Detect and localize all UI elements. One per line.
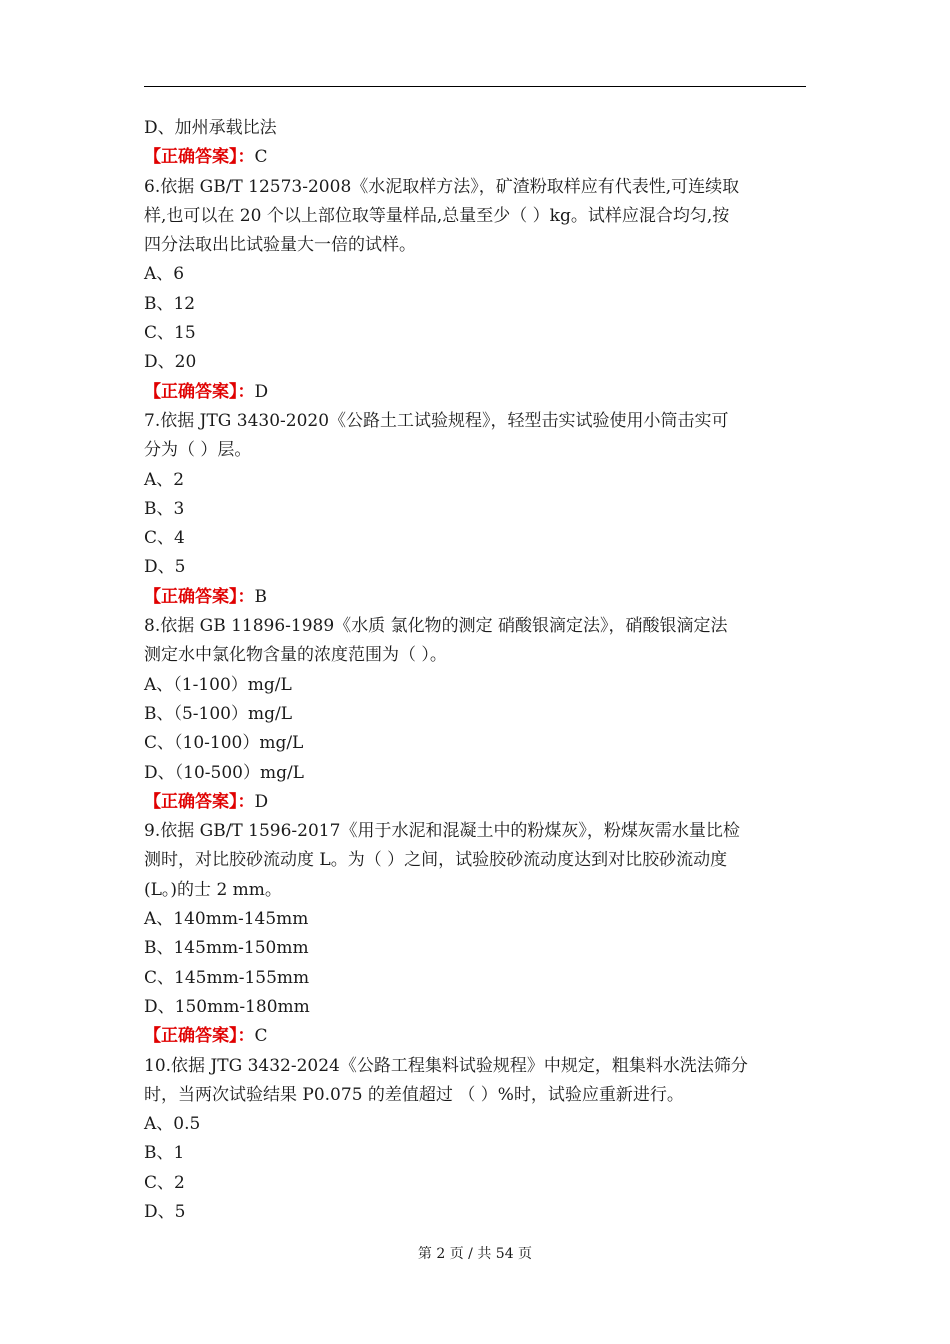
option-line: B、145mm-150mm bbox=[144, 938, 309, 959]
option-line: D、20 bbox=[144, 352, 197, 373]
answer-label: 【正确答案】： bbox=[144, 147, 255, 168]
answer-line bbox=[144, 378, 806, 407]
option-line: B、12 bbox=[144, 293, 196, 314]
question-text: 测时，对比胶砂流动度 L。为（ ）之间，试验胶砂流动度达到对比胶砂流动度 bbox=[144, 850, 728, 871]
question-text: 四分法取出比试验量大一倍的试样。 bbox=[144, 235, 416, 256]
question-block bbox=[144, 407, 806, 612]
option-line: B、3 bbox=[144, 498, 185, 519]
option-line: D、5 bbox=[144, 1201, 186, 1222]
answer-label: 【正确答案】： bbox=[144, 381, 255, 402]
answer-label: 【正确答案】： bbox=[144, 791, 255, 812]
option-line: D、加州承载比法 bbox=[144, 118, 277, 138]
question-text: 10.依据 JTG 3432-2024《公路工程集料试验规程》中规定，粗集料水洗法筛分 bbox=[144, 1055, 748, 1076]
option-line: A、2 bbox=[144, 469, 185, 490]
question-text: 时，当两次试验结果 P0.075 的差值超过 （ ）%时，试验应重新进行。 bbox=[144, 1084, 684, 1105]
question-block bbox=[144, 173, 806, 407]
answer-value: C bbox=[254, 147, 268, 168]
header-rule bbox=[144, 86, 806, 87]
option-line: C、4 bbox=[144, 528, 185, 549]
answer-line bbox=[144, 1022, 806, 1051]
answer-value: D bbox=[254, 381, 269, 402]
page-footer: 第 2 页 / 共 54 页 bbox=[417, 1246, 533, 1262]
answer-value: B bbox=[254, 586, 267, 607]
option-line: A、6 bbox=[144, 264, 185, 285]
question-text: 7.依据 JTG 3430-2020《公路土工试验规程》，轻型击实试验使用小筒击实可 bbox=[144, 410, 729, 431]
option-line: D、150mm-180mm bbox=[144, 996, 310, 1017]
question-text: 测定水中氯化物含量的浓度范围为（ ）。 bbox=[144, 645, 447, 666]
option-line: C、（10-100）mg/L bbox=[144, 733, 304, 754]
option-line: D、5 bbox=[144, 557, 186, 578]
question-text: 6.依据 GB/T 12573-2008《水泥取样方法》，矿渣粉取样应有代表性,可连续取 bbox=[144, 176, 740, 197]
question-text: 9.依据 GB/T 1596-2017《用于水泥和混凝土中的粉煤灰》，粉煤灰需水量比检 bbox=[144, 821, 740, 842]
answer-line bbox=[144, 143, 806, 172]
option-line: B、1 bbox=[144, 1143, 185, 1164]
answer-value: C bbox=[254, 1026, 268, 1047]
option-line: A、0.5 bbox=[144, 1114, 201, 1135]
answer-line bbox=[144, 583, 806, 612]
option-line: C、145mm-155mm bbox=[144, 967, 310, 988]
answer-line bbox=[144, 788, 806, 817]
question-block bbox=[144, 612, 806, 817]
question-block bbox=[144, 817, 806, 1051]
question-block bbox=[144, 1052, 806, 1228]
question-text: 样,也可以在 20 个以上部位取等量样品,总量至少（ ）kg。试样应混合均匀,按 bbox=[144, 205, 730, 226]
option-line: B、（5-100）mg/L bbox=[144, 703, 293, 724]
question-text: 分为（ ）层。 bbox=[144, 440, 252, 461]
page-content bbox=[144, 114, 806, 1227]
answer-value: D bbox=[254, 791, 269, 812]
option-line: C、15 bbox=[144, 323, 196, 344]
option-line: C、2 bbox=[144, 1172, 185, 1193]
option-line: A、140mm-145mm bbox=[144, 909, 309, 930]
option-line: D、（10-500）mg/L bbox=[144, 762, 304, 783]
question-text: 8.依据 GB 11896-1989《水质 氯化物的测定 硝酸银滴定法》，硝酸银滴定法 bbox=[144, 616, 728, 637]
answer-label: 【正确答案】： bbox=[144, 1026, 255, 1047]
option-line: A、（1-100）mg/L bbox=[144, 674, 292, 695]
question-text: (L。)的士 2 mm。 bbox=[144, 879, 282, 900]
answer-label: 【正确答案】： bbox=[144, 586, 255, 607]
